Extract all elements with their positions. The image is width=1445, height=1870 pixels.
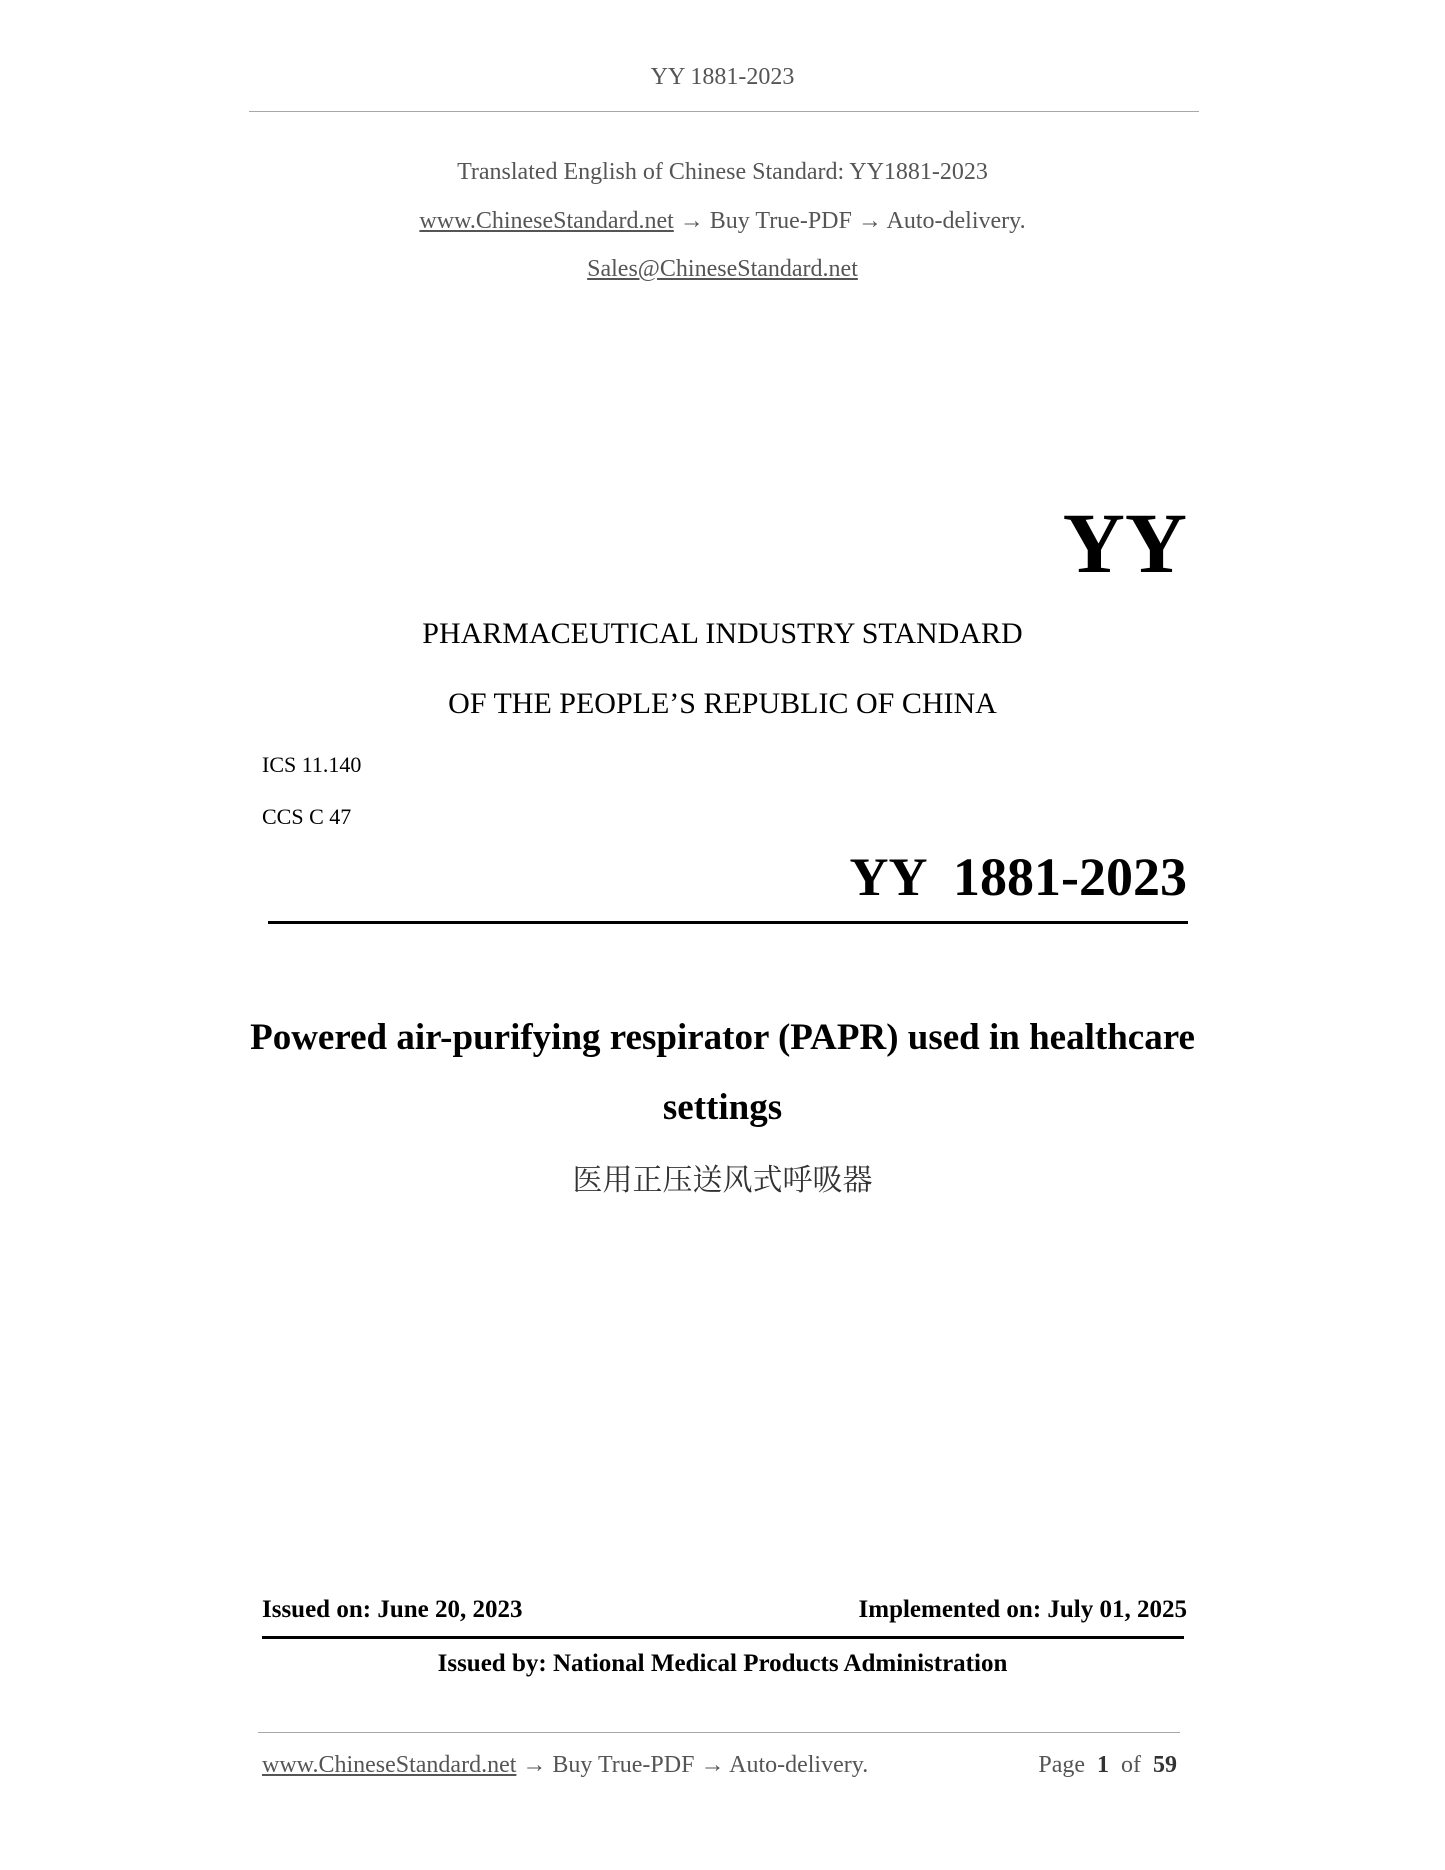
footer-buy-text: → Buy True-PDF → Auto-delivery. <box>522 1752 869 1778</box>
issued-on-date: Issued on: June 20, 2023 <box>262 1596 523 1623</box>
implemented-on-date: Implemented on: July 01, 2025 <box>858 1596 1187 1623</box>
page-indicator <box>1038 1752 1177 1779</box>
header-divider <box>249 111 1199 112</box>
ics-code: ICS 11.140 <box>262 752 362 777</box>
buy-text: → Buy True-PDF → Auto-delivery. <box>679 208 1026 234</box>
promo-line <box>0 208 1445 235</box>
standard-name-line1: PHARMACEUTICAL INDUSTRY STANDARD <box>422 617 1023 650</box>
page-total: 59 <box>1153 1752 1177 1778</box>
standard-number-divider <box>268 921 1188 924</box>
standard-code-mark: YY <box>1062 495 1187 591</box>
footer-site-link[interactable]: www.ChineseStandard.net <box>262 1752 517 1778</box>
footer-divider <box>258 1732 1180 1733</box>
document-title-line1: Powered air-purifying respirator (PAPR) used in healthcare <box>250 1017 1195 1058</box>
page-of-label: of <box>1121 1752 1141 1778</box>
page-header-title: YY 1881-2023 <box>650 64 795 90</box>
translated-notice: Translated English of Chinese Standard: YY1881-2023 <box>457 159 988 185</box>
page-label: Page <box>1038 1752 1085 1778</box>
email-line <box>0 256 1445 283</box>
footer-promo <box>262 1752 868 1779</box>
document-title-chinese: 医用正压送风式呼吸器 <box>572 1163 873 1198</box>
standard-name-line2: OF THE PEOPLE’S REPUBLIC OF CHINA <box>448 687 997 720</box>
page-current: 1 <box>1097 1752 1109 1778</box>
document-title-line2: settings <box>662 1087 783 1128</box>
standard-number: YY 1881-2023 <box>849 847 1187 907</box>
site-link[interactable]: www.ChineseStandard.net <box>419 208 674 234</box>
issued-by: Issued by: National Medical Products Administration <box>437 1650 1008 1677</box>
email-link[interactable]: Sales@ChineseStandard.net <box>587 256 858 282</box>
dates-divider <box>262 1636 1184 1639</box>
ccs-code: CCS C 47 <box>262 804 352 829</box>
